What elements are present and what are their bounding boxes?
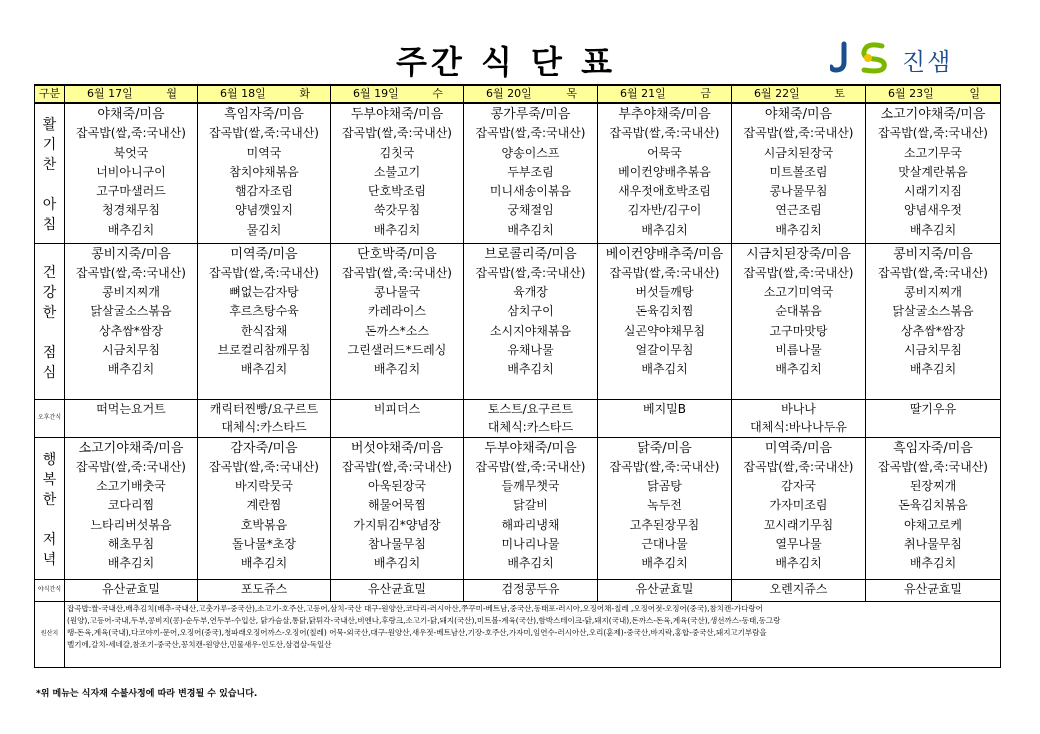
lunch-cell: [464, 243, 598, 399]
menu-item: 콩비지죽/미음: [91, 246, 171, 262]
menu-item: 비피더스: [373, 401, 421, 416]
weekly-menu-table: [34, 84, 1001, 668]
menu-item: 닭갈비: [513, 498, 548, 513]
lunch-cell: [598, 243, 732, 399]
evening-snack-cell: 포도쥬스: [198, 579, 331, 601]
day-header-3: 6월 20일 목: [464, 85, 598, 103]
row-label-char: 심: [42, 365, 57, 381]
menu-item: 연근조림: [775, 203, 822, 218]
row-label-char: 찬: [42, 157, 57, 174]
menu-item: 한식잡채: [240, 323, 288, 338]
menu-item: 배추김치: [909, 222, 957, 237]
menu-item: 돈까스*소스: [365, 323, 429, 338]
menu-item: 물김치: [246, 222, 282, 237]
menu-item: 들깨무챗국: [501, 479, 560, 494]
afternoon-snack-label: 오후간식: [35, 399, 65, 437]
menu-item: 양념새우젓: [904, 203, 962, 218]
row-label-char: 강: [42, 285, 57, 301]
header-row: [35, 85, 1001, 103]
dinner-cell: [331, 437, 464, 579]
menu-item: 고추된장무침: [629, 517, 700, 532]
menu-item: 너비아니구이: [96, 164, 166, 179]
lunch-cell: [65, 243, 198, 399]
menu-item: 가자미조림: [769, 498, 828, 513]
menu-item: 베이컨양배추죽/미음: [605, 246, 724, 262]
menu-item: 배추김치: [373, 556, 421, 571]
menu-item: 시래기지짐: [904, 184, 962, 199]
afternoon-snack-cell: [65, 399, 198, 437]
menu-item: 베지밀B: [642, 401, 686, 416]
menu-item: 순대볶음: [775, 304, 822, 319]
menu-item: 돈육김치볶음: [898, 498, 968, 513]
menu-item: 시금치무침: [904, 342, 962, 357]
menu-item: 소고기미역국: [763, 285, 834, 300]
menu-item: 소불고기: [373, 164, 421, 179]
menu-item: 양념깻잎지: [235, 203, 293, 218]
row-label-char: [35, 321, 64, 341]
menu-item: 소고기배춧국: [96, 479, 166, 494]
menu-item: 브로컬리참깨무침: [217, 342, 311, 357]
menu-item: 미역죽/미음: [230, 246, 298, 262]
menu-item: 배추김치: [107, 556, 155, 571]
day-header-1: 6월 18일 화: [198, 85, 331, 103]
menu-item: 잡곡밥(쌀,죽:국내산): [743, 459, 854, 474]
menu-item: 대체식:카스타드: [221, 419, 307, 434]
lunch-row: [35, 243, 1001, 399]
menu-item: 잡곡밥(쌀,죽:국내산): [743, 126, 854, 141]
menu-item: 캐릭터찐빵/요구르트: [209, 401, 319, 416]
menu-item: 잡곡밥(쌀,죽:국내산): [342, 126, 452, 141]
menu-item: 시금치무침: [102, 342, 160, 357]
menu-item: 돌나물*초장: [232, 536, 296, 551]
row-label-char: 건: [42, 265, 57, 281]
company-logo: [830, 40, 990, 74]
dinner-label: [35, 437, 65, 579]
menu-item: 배추김치: [775, 556, 822, 571]
menu-item: 참나물무침: [368, 536, 426, 551]
breakfast-cell: [331, 103, 464, 243]
menu-item: 잡곡밥(쌀,죽:국내산): [76, 126, 186, 141]
menu-item: 브로콜리죽/미음: [484, 246, 577, 262]
menu-item: 잡곡밥(쌀,죽:국내산): [76, 265, 186, 280]
menu-item: 시금치된장국: [763, 145, 834, 160]
lunch-cell: [198, 243, 331, 399]
menu-item: 콩비지찌개: [102, 285, 160, 300]
menu-item: 잡곡밥(쌀,죽:국내산): [475, 459, 586, 474]
row-label-char: 기: [42, 137, 57, 154]
menu-item: 북엇국: [113, 145, 149, 160]
menu-item: 해초무침: [107, 536, 155, 551]
menu-item: 잡곡밥(쌀,죽:국내산): [878, 459, 988, 474]
evening-snack-cell: 유산균효밀: [65, 579, 198, 601]
dinner-cell: [732, 437, 866, 579]
menu-item: 버섯들깨탕: [635, 285, 694, 300]
menu-item: 어묵국: [647, 145, 682, 160]
menu-item: 배추김치: [641, 222, 688, 237]
menu-item: 떠먹는요거트: [96, 401, 166, 416]
dinner-row: [35, 437, 1001, 579]
menu-item: 시금치된장죽/미음: [746, 246, 851, 262]
breakfast-label: [35, 103, 65, 243]
menu-item: 잡곡밥(쌀,죽:국내산): [76, 459, 186, 474]
menu-item: 배추김치: [107, 362, 155, 377]
menu-item: 부추야채죽/미음: [618, 107, 711, 122]
evening-snack-cell: 유산균효밀: [866, 579, 1001, 601]
menu-item: 콩나물국: [373, 285, 421, 300]
menu-item: 배추김치: [507, 362, 554, 377]
menu-item: 잡곡밥(쌀,죽:국내산): [609, 265, 720, 280]
header-label: 구분: [35, 85, 65, 103]
afternoon-snack-cell: [732, 399, 866, 437]
menu-item: 배추김치: [909, 362, 957, 377]
menu-item: 상추쌈*쌈장: [901, 323, 965, 338]
row-label-char: 점: [42, 345, 57, 361]
evening-snack-cell: 유산균효밀: [331, 579, 464, 601]
breakfast-cell: [198, 103, 331, 243]
origin-label: 원산지: [35, 601, 65, 667]
menu-item: 배추김치: [775, 362, 822, 377]
menu-item: 배추김치: [909, 556, 957, 571]
evening-snack-label: 야식간식: [35, 579, 65, 601]
menu-item: 열무나물: [775, 536, 822, 551]
menu-item: 잡곡밥(쌀,죽:국내산): [475, 265, 586, 280]
menu-item: 바나나: [781, 401, 816, 416]
menu-item: 단호박조림: [368, 184, 426, 199]
menu-item: 카레라이스: [368, 304, 426, 319]
menu-item: 뼈없는감자탕: [229, 285, 299, 300]
breakfast-cell: [866, 103, 1001, 243]
afternoon-snack-cell: [331, 399, 464, 437]
menu-item: 단호박죽/미음: [357, 246, 437, 262]
afternoon-snack-cell: [198, 399, 331, 437]
menu-item: 호박볶음: [240, 517, 288, 532]
row-label-char: 아: [42, 197, 57, 214]
menu-item: 김자반/김구이: [627, 203, 702, 218]
row-label-char: 한: [42, 305, 57, 321]
origin-text: [65, 601, 1001, 667]
menu-item: 가지튀김*양념장: [353, 517, 441, 532]
afternoon-snack-cell: [866, 399, 1001, 437]
page-title: 주간 식 단 표: [396, 43, 616, 81]
menu-item: 잡곡밥(쌀,죽:국내산): [743, 265, 854, 280]
menu-item: 소고기야채죽/미음: [880, 107, 986, 122]
row-label-char: [35, 508, 64, 528]
row-label-char: 녁: [42, 552, 57, 568]
menu-item: 잡곡밥(쌀,죽:국내산): [475, 126, 586, 141]
dinner-cell: [464, 437, 598, 579]
menu-item: 잡곡밥(쌀,죽:국내산): [342, 459, 452, 474]
menu-item: 배추김치: [240, 362, 288, 377]
origin-row: [35, 601, 1001, 667]
menu-item: 코다리찜: [107, 498, 155, 513]
menu-item: 소고기무국: [904, 145, 962, 160]
menu-item: 대체식:카스타드: [487, 419, 574, 434]
menu-item: 상추쌈*쌈장: [99, 323, 163, 338]
day-header-4: 6월 21일 금: [598, 85, 732, 103]
origin-line: 잡곡밥:쌀-국내산,배추김치(배추-국내산,고춧가루-중국산),소고기-호주산,고등어,삼치-국산 대구-원양산,코다리-러시아산,쭈꾸미-베트남,중국산,동태포-러시아,오징어채-칠레 ,오징어젓-오징어(중국),참치캔-가다랑어: [67, 603, 763, 613]
menu-item: 해파리냉채: [501, 517, 560, 532]
menu-item: 청경채무침: [102, 203, 160, 218]
menu-item: 닭살굴소스볶음: [892, 304, 974, 319]
menu-item: 잡곡밥(쌀,죽:국내산): [609, 459, 720, 474]
menu-item: 미나리나물: [501, 536, 560, 551]
menu-item: 바지락뭇국: [235, 479, 293, 494]
origin-line: 벨기에,갈치-세네갈,참조기-중국산,꽁치캔-원양산,민물새우-인도산,삼겹살-독일산: [67, 639, 332, 649]
menu-item: 미역죽/미음: [764, 440, 833, 456]
menu-item: 녹두전: [647, 498, 682, 513]
dinner-cell: [198, 437, 331, 579]
evening-snack-cell: 검정콩두유: [464, 579, 598, 601]
menu-item: 잡곡밥(쌀,죽:국내산): [209, 265, 319, 280]
origin-line: (원양),고등어-국내,두부,콩비지(콩)-순두부,연두부-수입산, 닭가슴살,통닭,닭튀각-국내산,비엔나,후랑크,소고기-닭,돼지(국산),미트볼-계육(국산),함박스테이크-닭,돼지(국내),돈까스-돈육,계육(국산),생선까스-동태,동그랑: [67, 615, 781, 625]
afternoon-snack-cell: [598, 399, 732, 437]
menu-item: 닭살굴소스볶음: [90, 304, 172, 319]
origin-line: 땡-돈육,계육(국내),다코야끼-문어,오징어(중국),청파래오징어까스-오징어(칠레) 어묵-외국산,대구-원양산,새우젓-베트남산,기장-호주산,가자미,임연수-러시아산,오리(훈제)-중국산,바지락,홍합-중국산,돼지고기부람을: [67, 627, 767, 637]
menu-item: 베이컨양배추볶음: [618, 164, 711, 179]
afternoon-snack-cell: [464, 399, 598, 437]
row-label-char: 행: [42, 452, 57, 468]
breakfast-row: [35, 103, 1001, 243]
menu-item: 배추김치: [641, 556, 688, 571]
menu-item: 콩나물무침: [769, 184, 828, 199]
menu-item: 배추김치: [507, 556, 554, 571]
menu-item: 김칫국: [379, 145, 415, 160]
menu-item: 미니새송이볶음: [489, 184, 572, 199]
menu-item: 해물어묵찜: [368, 498, 426, 513]
menu-item: 감자국: [781, 479, 816, 494]
menu-item: 소고기야채죽/미음: [78, 440, 184, 456]
menu-item: 딸기우유: [909, 401, 957, 416]
row-label-char: 복: [42, 472, 57, 488]
menu-item: 잡곡밥(쌀,죽:국내산): [609, 126, 720, 141]
menu-item: 야채죽/미음: [764, 107, 833, 122]
lunch-label: [35, 243, 65, 399]
lunch-cell: [866, 243, 1001, 399]
lunch-cell: [331, 243, 464, 399]
breakfast-cell: [464, 103, 598, 243]
menu-item: 참치야채볶음: [229, 164, 299, 179]
menu-item: 배추김치: [507, 222, 554, 237]
breakfast-cell: [65, 103, 198, 243]
menu-item: 잡곡밥(쌀,죽:국내산): [209, 126, 319, 141]
menu-item: 토스트/요구르트: [487, 401, 574, 416]
menu-item: 된장찌개: [909, 479, 957, 494]
dinner-cell: [866, 437, 1001, 579]
menu-item: 맛살계란볶음: [898, 164, 968, 179]
menu-item: 궁채절임: [507, 203, 554, 218]
dinner-cell: [65, 437, 198, 579]
menu-item: 두부야채죽/미음: [350, 107, 444, 122]
menu-item: 새우젓애호박조림: [618, 184, 711, 199]
evening-snack-cell: 오렌지쥬스: [732, 579, 866, 601]
day-header-2: 6월 19일 수: [331, 85, 464, 103]
menu-item: 실곤약야채무침: [623, 323, 706, 338]
menu-item: 흑임자죽/미음: [893, 440, 973, 456]
menu-item: 삼치구이: [507, 304, 554, 319]
menu-item: 햄감자조림: [235, 184, 293, 199]
menu-item: 배추김치: [373, 222, 421, 237]
menu-item: 닭곰탕: [647, 479, 682, 494]
menu-item: 잡곡밥(쌀,죽:국내산): [878, 265, 988, 280]
menu-item: 아욱된장국: [368, 479, 426, 494]
menu-item: 배추김치: [775, 222, 822, 237]
menu-item: 두부조림: [507, 164, 554, 179]
afternoon-snack-row: [35, 399, 1001, 437]
menu-item: 후르츠탕수육: [229, 304, 299, 319]
menu-item: 배추김치: [641, 362, 688, 377]
menu-item: 배추김치: [107, 222, 155, 237]
logo-brand-text: 진샘: [902, 48, 953, 76]
menu-item: 유채나물: [507, 342, 554, 357]
row-label-char: 활: [42, 117, 57, 134]
lunch-cell: [732, 243, 866, 399]
menu-item: 야채죽/미음: [97, 107, 165, 122]
menu-item: 근대나물: [641, 536, 688, 551]
menu-item: 콩가루죽/미음: [490, 107, 571, 122]
breakfast-cell: [598, 103, 732, 243]
menu-item: 잡곡밥(쌀,죽:국내산): [209, 459, 319, 474]
menu-item: 콩비지죽/미음: [893, 246, 973, 262]
day-header-5: 6월 22일 토: [732, 85, 866, 103]
menu-item: 소시지야채볶음: [489, 323, 572, 338]
menu-item: 배추김치: [240, 556, 288, 571]
menu-item: 대체식:바나나두유: [750, 419, 847, 434]
day-header-0: 6월 17일 월: [65, 85, 198, 103]
menu-item: 고구마샐러드: [96, 184, 166, 199]
menu-item: 육개장: [513, 285, 548, 300]
js-logo-icon: [830, 40, 900, 74]
menu-item: 흑임자죽/미음: [224, 107, 304, 122]
breakfast-cell: [732, 103, 866, 243]
menu-item: 계란찜: [246, 498, 282, 513]
menu-item: 돈육김치찜: [635, 304, 694, 319]
row-label-char: 침: [42, 217, 57, 234]
menu-item: 미트볼조림: [769, 164, 828, 179]
day-header-6: 6월 23일 일: [866, 85, 1001, 103]
menu-item: 꼬시래기무침: [763, 517, 834, 532]
menu-item: 얼갈이무침: [635, 342, 694, 357]
menu-item: 비름나물: [775, 342, 822, 357]
menu-item: 쑥갓무침: [373, 203, 421, 218]
menu-item: 그린샐러드*드레싱: [347, 342, 447, 357]
menu-item: 닭죽/미음: [637, 440, 692, 456]
row-label-char: 저: [42, 532, 57, 548]
menu-item: 감자죽/미음: [230, 440, 298, 456]
menu-item: 취나물무침: [904, 536, 962, 551]
footnote: *위 메뉴는 식자재 수불사정에 따라 변경될 수 있습니다.: [36, 689, 258, 699]
evening-snack-row: [35, 579, 1001, 601]
row-label-char: [35, 173, 64, 193]
menu-item: 고구마맛탕: [769, 323, 828, 338]
menu-item: 야채고로케: [904, 517, 962, 532]
menu-item: 잡곡밥(쌀,죽:국내산): [878, 126, 988, 141]
menu-item: 두부야채죽/미음: [484, 440, 577, 456]
menu-item: 잡곡밥(쌀,죽:국내산): [342, 265, 452, 280]
evening-snack-cell: 유산균효밀: [598, 579, 732, 601]
menu-item: 콩비지찌개: [904, 285, 962, 300]
menu-item: 배추김치: [373, 362, 421, 377]
menu-item: 미역국: [246, 145, 282, 160]
row-label-char: 한: [42, 492, 57, 508]
menu-item: 양송이스프: [501, 145, 560, 160]
dinner-cell: [598, 437, 732, 579]
menu-item: 버섯야채죽/미음: [350, 440, 444, 456]
menu-item: 느타리버섯볶음: [90, 517, 172, 532]
